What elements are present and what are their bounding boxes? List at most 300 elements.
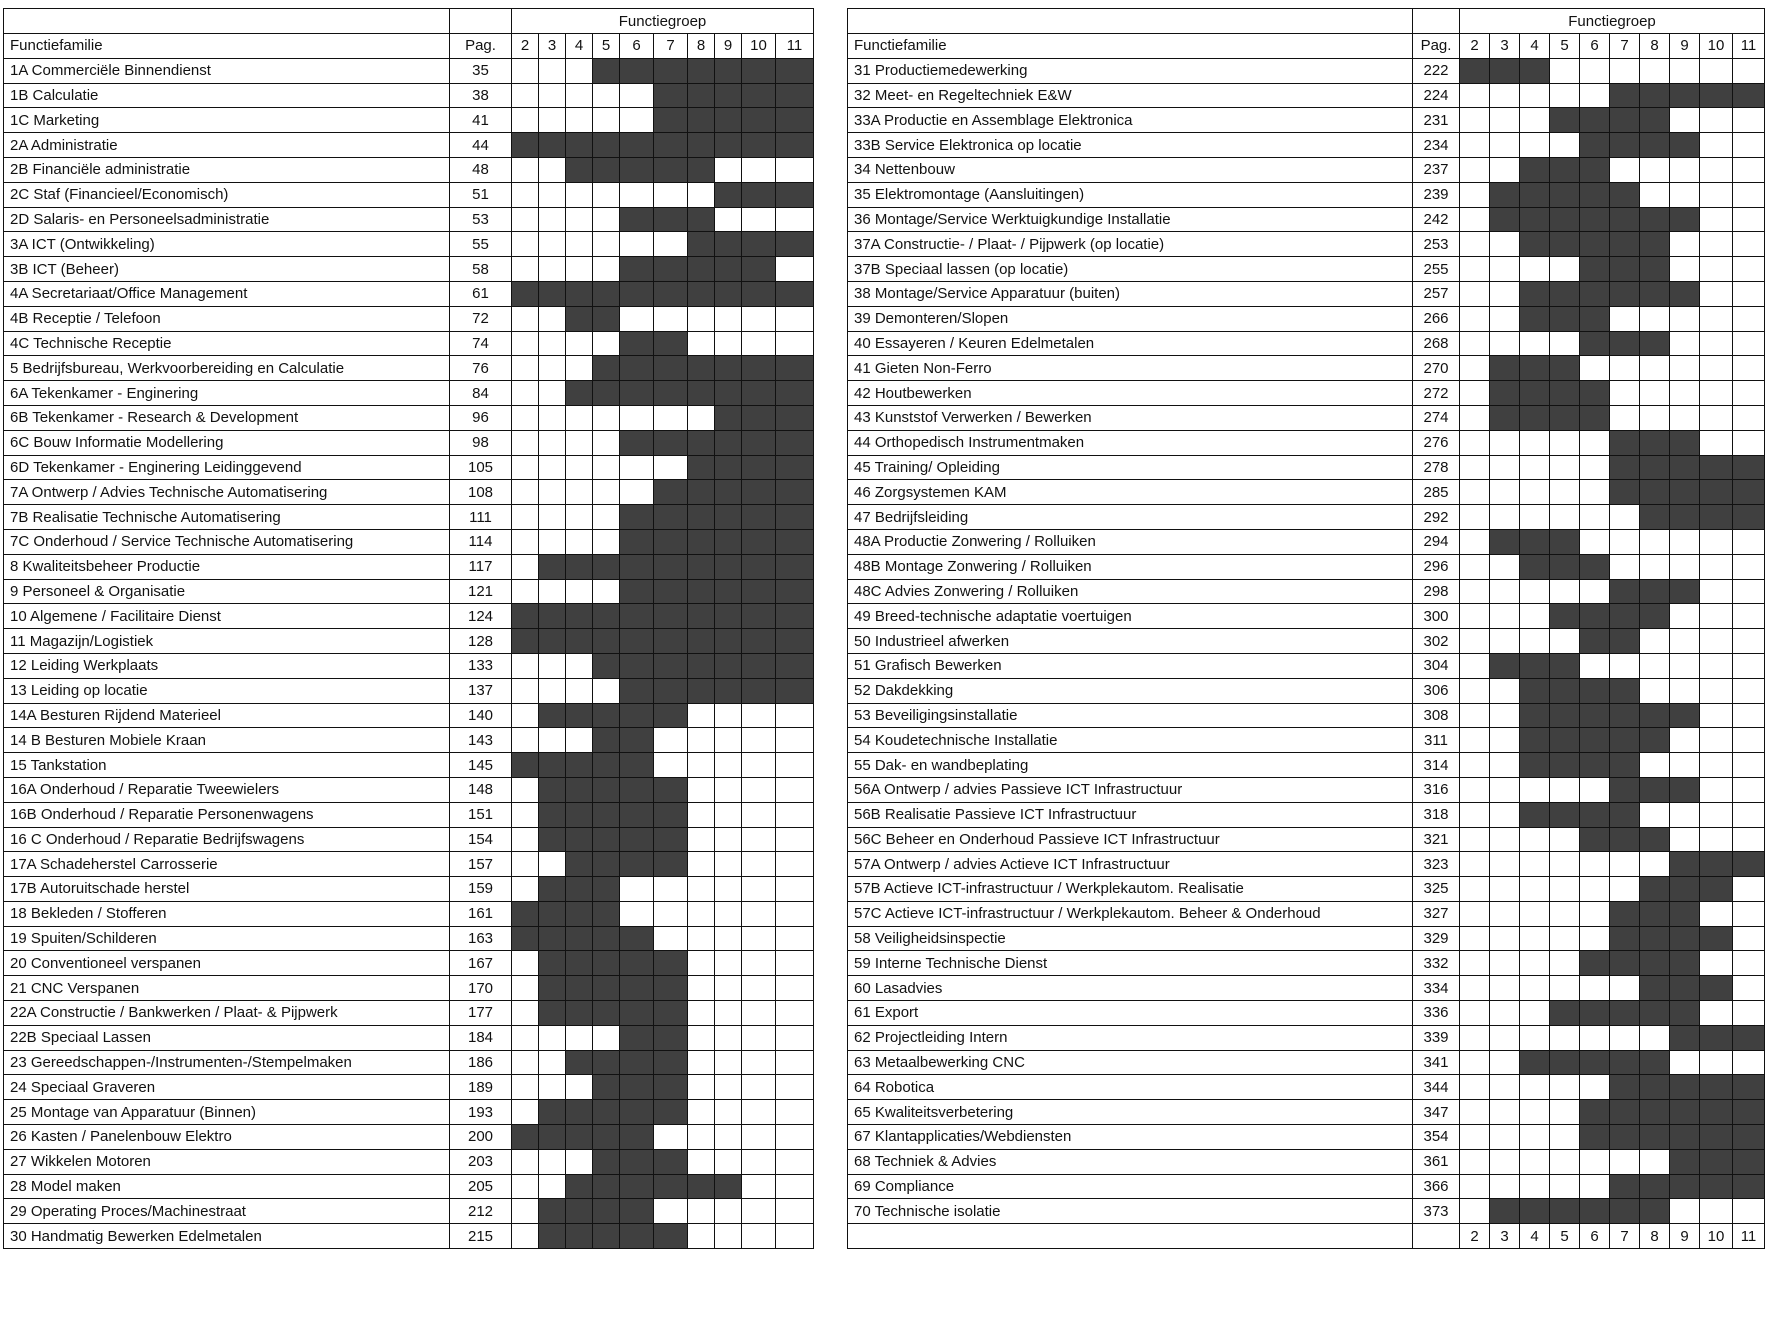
matrix-cell-empty: [1700, 281, 1733, 306]
page-number: 323: [1413, 852, 1460, 877]
page-number: 133: [450, 653, 512, 678]
matrix-cell-filled: [1580, 951, 1610, 976]
matrix-cell-filled: [776, 653, 814, 678]
matrix-cell-empty: [1460, 207, 1490, 232]
matrix-cell-empty: [1733, 901, 1765, 926]
matrix-cell-filled: [1640, 976, 1670, 1001]
matrix-cell-filled: [776, 356, 814, 381]
matrix-cell-empty: [1550, 133, 1580, 158]
matrix-cell-empty: [1460, 331, 1490, 356]
matrix-cell-filled: [566, 133, 593, 158]
function-family-name: 48B Montage Zonwering / Rolluiken: [848, 554, 1413, 579]
table-row: [4, 604, 814, 629]
matrix-cell-filled: [654, 653, 688, 678]
matrix-cell-filled: [654, 976, 688, 1001]
matrix-cell-empty: [688, 827, 715, 852]
matrix-cell-empty: [512, 877, 539, 902]
matrix-cell-empty: [1580, 1075, 1610, 1100]
matrix-cell-filled: [742, 505, 776, 530]
page-number: 38: [450, 83, 512, 108]
matrix-cell-filled: [620, 356, 654, 381]
matrix-cell-filled: [654, 529, 688, 554]
matrix-cell-empty: [654, 901, 688, 926]
matrix-cell-filled: [1700, 480, 1733, 505]
footer-blank-cell: [1413, 1224, 1460, 1249]
table-row: [848, 356, 1765, 381]
page-number: 274: [1413, 405, 1460, 430]
matrix-cell-empty: [1670, 356, 1700, 381]
matrix-cell-filled: [1733, 1100, 1765, 1125]
matrix-cell-empty: [1670, 381, 1700, 406]
matrix-cell-filled: [1610, 207, 1640, 232]
matrix-cell-empty: [512, 331, 539, 356]
matrix-cell-empty: [593, 505, 620, 530]
page-number: 121: [450, 579, 512, 604]
matrix-cell-filled: [654, 1224, 688, 1249]
table-row: [848, 777, 1765, 802]
matrix-cell-filled: [620, 257, 654, 282]
matrix-cell-empty: [1580, 901, 1610, 926]
matrix-cell-empty: [1460, 405, 1490, 430]
matrix-cell-filled: [593, 356, 620, 381]
matrix-cell-filled: [776, 604, 814, 629]
matrix-cell-empty: [776, 306, 814, 331]
matrix-cell-empty: [1640, 381, 1670, 406]
matrix-cell-empty: [1460, 604, 1490, 629]
table-row: [4, 480, 814, 505]
matrix-cell-empty: [776, 777, 814, 802]
matrix-cell-empty: [654, 1125, 688, 1150]
matrix-cell-filled: [1610, 430, 1640, 455]
matrix-cell-empty: [593, 207, 620, 232]
matrix-cell-empty: [620, 83, 654, 108]
matrix-cell-empty: [1733, 653, 1765, 678]
matrix-cell-empty: [539, 1174, 566, 1199]
function-family-name: 56C Beheer en Onderhoud Passieve ICT Infrastructuur: [848, 827, 1413, 852]
page-number: 212: [450, 1199, 512, 1224]
page-number: 35: [450, 58, 512, 83]
matrix-cell-empty: [512, 678, 539, 703]
matrix-cell-filled: [1640, 232, 1670, 257]
matrix-cell-filled: [776, 58, 814, 83]
function-family-name: 46 Zorgsystemen KAM: [848, 480, 1413, 505]
matrix-cell-empty: [1490, 1149, 1520, 1174]
matrix-cell-empty: [1520, 877, 1550, 902]
matrix-cell-filled: [620, 802, 654, 827]
matrix-cell-empty: [1640, 554, 1670, 579]
matrix-cell-filled: [593, 306, 620, 331]
matrix-cell-filled: [1640, 133, 1670, 158]
matrix-cell-filled: [1550, 728, 1580, 753]
table-row: [4, 703, 814, 728]
matrix-cell-filled: [1700, 1075, 1733, 1100]
matrix-cell-filled: [715, 232, 742, 257]
table-row: [4, 1050, 814, 1075]
matrix-cell-empty: [1490, 455, 1520, 480]
matrix-cell-filled: [1670, 1100, 1700, 1125]
page-number: 366: [1413, 1174, 1460, 1199]
matrix-cell-empty: [1490, 430, 1520, 455]
function-family-name: 54 Koudetechnische Installatie: [848, 728, 1413, 753]
matrix-cell-filled: [1520, 728, 1550, 753]
matrix-cell-filled: [620, 1050, 654, 1075]
matrix-cell-filled: [1520, 1050, 1550, 1075]
page-number: 200: [450, 1125, 512, 1150]
group-number-header: 6: [620, 34, 654, 59]
function-family-name: 44 Orthopedisch Instrumentmaken: [848, 430, 1413, 455]
page-number: 117: [450, 554, 512, 579]
function-family-name: 42 Houtbewerken: [848, 381, 1413, 406]
matrix-cell-filled: [688, 257, 715, 282]
matrix-cell-filled: [1670, 852, 1700, 877]
matrix-cell-filled: [566, 777, 593, 802]
function-family-name: 6D Tekenkamer - Enginering Leidinggevend: [4, 455, 450, 480]
matrix-cell-empty: [1550, 430, 1580, 455]
matrix-cell-empty: [1460, 678, 1490, 703]
matrix-cell-empty: [742, 926, 776, 951]
matrix-cell-empty: [512, 529, 539, 554]
page-number: 114: [450, 529, 512, 554]
function-family-name: 68 Techniek & Advies: [848, 1149, 1413, 1174]
matrix-cell-empty: [1700, 405, 1733, 430]
matrix-cell-filled: [715, 455, 742, 480]
matrix-cell-filled: [1640, 455, 1670, 480]
matrix-cell-empty: [1460, 579, 1490, 604]
matrix-cell-empty: [1490, 83, 1520, 108]
page-number: 61: [450, 281, 512, 306]
function-family-name: 14A Besturen Rijdend Materieel: [4, 703, 450, 728]
matrix-cell-empty: [566, 1149, 593, 1174]
matrix-cell-empty: [1733, 108, 1765, 133]
matrix-cell-filled: [1490, 1199, 1520, 1224]
matrix-cell-filled: [566, 802, 593, 827]
matrix-cell-empty: [1580, 777, 1610, 802]
matrix-cell-filled: [620, 157, 654, 182]
matrix-cell-filled: [776, 554, 814, 579]
matrix-cell-empty: [688, 405, 715, 430]
matrix-cell-empty: [1733, 604, 1765, 629]
table-row: [848, 901, 1765, 926]
matrix-cell-filled: [1580, 802, 1610, 827]
matrix-cell-filled: [620, 604, 654, 629]
page-number: 74: [450, 331, 512, 356]
table-row: [848, 951, 1765, 976]
matrix-cell-filled: [654, 1025, 688, 1050]
matrix-cell-filled: [1580, 232, 1610, 257]
matrix-cell-filled: [654, 430, 688, 455]
matrix-cell-empty: [742, 331, 776, 356]
function-family-name: 4C Technische Receptie: [4, 331, 450, 356]
matrix-cell-empty: [1733, 802, 1765, 827]
matrix-cell-empty: [688, 331, 715, 356]
group-number-footer: 2: [1460, 1224, 1490, 1249]
matrix-cell-filled: [620, 951, 654, 976]
matrix-cell-empty: [1733, 951, 1765, 976]
group-number-header: 7: [654, 34, 688, 59]
matrix-cell-empty: [742, 728, 776, 753]
matrix-cell-filled: [1733, 1075, 1765, 1100]
table-row: [848, 157, 1765, 182]
matrix-cell-filled: [742, 579, 776, 604]
matrix-cell-empty: [1550, 901, 1580, 926]
table-row: [848, 281, 1765, 306]
matrix-cell-empty: [620, 877, 654, 902]
matrix-cell-empty: [1670, 827, 1700, 852]
table-row: [848, 1001, 1765, 1026]
matrix-cell-filled: [688, 207, 715, 232]
matrix-cell-filled: [1580, 554, 1610, 579]
matrix-cell-empty: [742, 753, 776, 778]
pag-header: Pag.: [1413, 34, 1460, 59]
matrix-cell-filled: [1733, 1125, 1765, 1150]
matrix-cell-filled: [1640, 83, 1670, 108]
matrix-cell-empty: [1460, 430, 1490, 455]
matrix-cell-empty: [1640, 1025, 1670, 1050]
function-family-name: 37A Constructie- / Plaat- / Pijpwerk (op locatie): [848, 232, 1413, 257]
matrix-cell-empty: [688, 802, 715, 827]
matrix-cell-filled: [654, 480, 688, 505]
matrix-cell-empty: [539, 232, 566, 257]
matrix-cell-filled: [1550, 802, 1580, 827]
matrix-cell-filled: [593, 1075, 620, 1100]
matrix-cell-empty: [1610, 554, 1640, 579]
page-number: 215: [450, 1224, 512, 1249]
function-family-name: 51 Grafisch Bewerken: [848, 653, 1413, 678]
matrix-cell-filled: [1520, 529, 1550, 554]
matrix-cell-filled: [512, 901, 539, 926]
function-family-name: 64 Robotica: [848, 1075, 1413, 1100]
matrix-cell-empty: [1520, 604, 1550, 629]
function-family-name: 61 Export: [848, 1001, 1413, 1026]
matrix-cell-filled: [1490, 653, 1520, 678]
page-number: 177: [450, 1001, 512, 1026]
matrix-cell-filled: [1610, 827, 1640, 852]
matrix-cell-empty: [715, 753, 742, 778]
matrix-cell-empty: [776, 1224, 814, 1249]
matrix-cell-empty: [1550, 877, 1580, 902]
matrix-cell-empty: [566, 83, 593, 108]
matrix-cell-empty: [715, 901, 742, 926]
header-row-columns: [848, 34, 1765, 59]
function-family-name: 36 Montage/Service Werktuigkundige Installatie: [848, 207, 1413, 232]
matrix-cell-filled: [593, 604, 620, 629]
table-row: [848, 753, 1765, 778]
table-row: [4, 430, 814, 455]
page-number: 151: [450, 802, 512, 827]
matrix-cell-filled: [1733, 1149, 1765, 1174]
matrix-cell-empty: [539, 678, 566, 703]
matrix-cell-filled: [593, 1174, 620, 1199]
matrix-cell-filled: [654, 83, 688, 108]
table-row: [848, 405, 1765, 430]
matrix-cell-filled: [1640, 1075, 1670, 1100]
matrix-cell-empty: [715, 157, 742, 182]
matrix-cell-empty: [1580, 529, 1610, 554]
table-row: [848, 1174, 1765, 1199]
matrix-cell-empty: [1520, 331, 1550, 356]
matrix-cell-empty: [1733, 381, 1765, 406]
page-number: 222: [1413, 58, 1460, 83]
matrix-cell-empty: [566, 1075, 593, 1100]
matrix-cell-empty: [1580, 455, 1610, 480]
table-row: [848, 579, 1765, 604]
matrix-cell-filled: [654, 678, 688, 703]
matrix-cell-empty: [1520, 629, 1550, 654]
matrix-cell-filled: [512, 926, 539, 951]
matrix-cell-empty: [1640, 629, 1670, 654]
matrix-cell-empty: [776, 901, 814, 926]
matrix-cell-empty: [1490, 629, 1520, 654]
matrix-cell-empty: [742, 1224, 776, 1249]
page-number: 311: [1413, 728, 1460, 753]
matrix-cell-empty: [1460, 306, 1490, 331]
page-number: 137: [450, 678, 512, 703]
function-family-name: 22B Speciaal Lassen: [4, 1025, 450, 1050]
matrix-cell-empty: [1550, 1100, 1580, 1125]
matrix-cell-empty: [776, 951, 814, 976]
matrix-cell-empty: [1460, 777, 1490, 802]
matrix-cell-filled: [539, 604, 566, 629]
matrix-cell-filled: [688, 381, 715, 406]
matrix-cell-filled: [1520, 703, 1550, 728]
matrix-cell-empty: [688, 1224, 715, 1249]
matrix-cell-filled: [1733, 505, 1765, 530]
matrix-cell-empty: [1670, 728, 1700, 753]
matrix-cell-filled: [742, 83, 776, 108]
table-row: [848, 331, 1765, 356]
matrix-cell-empty: [1460, 529, 1490, 554]
matrix-cell-empty: [1670, 1050, 1700, 1075]
matrix-cell-filled: [1610, 1075, 1640, 1100]
matrix-cell-empty: [512, 852, 539, 877]
matrix-cell-empty: [1520, 480, 1550, 505]
matrix-cell-filled: [539, 629, 566, 654]
matrix-cell-empty: [566, 653, 593, 678]
matrix-cell-empty: [654, 753, 688, 778]
matrix-cell-empty: [1733, 926, 1765, 951]
matrix-cell-filled: [1550, 207, 1580, 232]
table-row: [848, 1100, 1765, 1125]
header-blank-cell: [1413, 9, 1460, 34]
matrix-cell-empty: [776, 257, 814, 282]
matrix-cell-empty: [1460, 83, 1490, 108]
matrix-cell-filled: [1670, 1025, 1700, 1050]
matrix-cell-filled: [1520, 753, 1550, 778]
matrix-cell-filled: [620, 331, 654, 356]
matrix-cell-filled: [1490, 58, 1520, 83]
matrix-cell-empty: [566, 678, 593, 703]
matrix-cell-filled: [1640, 281, 1670, 306]
matrix-cell-empty: [512, 381, 539, 406]
matrix-cell-empty: [593, 480, 620, 505]
matrix-cell-filled: [620, 753, 654, 778]
matrix-cell-filled: [593, 1100, 620, 1125]
matrix-cell-filled: [1640, 207, 1670, 232]
matrix-cell-empty: [1733, 629, 1765, 654]
matrix-cell-empty: [1550, 579, 1580, 604]
matrix-cell-empty: [654, 405, 688, 430]
matrix-cell-filled: [776, 281, 814, 306]
matrix-cell-empty: [539, 1050, 566, 1075]
page-number: 255: [1413, 257, 1460, 282]
matrix-cell-filled: [1640, 108, 1670, 133]
header-row-group: [848, 9, 1765, 34]
matrix-cell-empty: [620, 405, 654, 430]
matrix-cell-empty: [512, 1149, 539, 1174]
matrix-cell-empty: [1580, 579, 1610, 604]
matrix-cell-empty: [1640, 852, 1670, 877]
function-family-name: 17B Autoruitschade herstel: [4, 877, 450, 902]
matrix-cell-filled: [539, 1199, 566, 1224]
matrix-cell-filled: [1733, 455, 1765, 480]
matrix-cell-empty: [512, 554, 539, 579]
matrix-cell-filled: [1610, 777, 1640, 802]
matrix-cell-empty: [1550, 1075, 1580, 1100]
matrix-cell-filled: [566, 306, 593, 331]
matrix-cell-filled: [620, 653, 654, 678]
matrix-cell-empty: [776, 926, 814, 951]
matrix-cell-empty: [688, 753, 715, 778]
matrix-cell-empty: [593, 257, 620, 282]
matrix-cell-empty: [512, 728, 539, 753]
matrix-cell-empty: [1640, 753, 1670, 778]
page-number: 373: [1413, 1199, 1460, 1224]
matrix-cell-empty: [715, 703, 742, 728]
table-row: [4, 157, 814, 182]
matrix-cell-empty: [1490, 877, 1520, 902]
matrix-cell-empty: [1700, 232, 1733, 257]
matrix-cell-empty: [1520, 1174, 1550, 1199]
matrix-cell-empty: [512, 802, 539, 827]
matrix-cell-empty: [512, 777, 539, 802]
matrix-cell-empty: [512, 405, 539, 430]
function-family-name: 63 Metaalbewerking CNC: [848, 1050, 1413, 1075]
matrix-cell-empty: [1733, 728, 1765, 753]
function-family-name: 5 Bedrijfsbureau, Werkvoorbereiding en Calculatie: [4, 356, 450, 381]
matrix-cell-filled: [1580, 108, 1610, 133]
matrix-cell-filled: [715, 108, 742, 133]
matrix-cell-empty: [715, 1125, 742, 1150]
matrix-cell-filled: [742, 604, 776, 629]
matrix-cell-filled: [654, 827, 688, 852]
matrix-cell-filled: [1610, 579, 1640, 604]
group-number-footer: 8: [1640, 1224, 1670, 1249]
matrix-cell-filled: [1610, 1125, 1640, 1150]
matrix-cell-empty: [593, 430, 620, 455]
matrix-cell-filled: [1700, 976, 1733, 1001]
matrix-cell-empty: [512, 976, 539, 1001]
page-number: 159: [450, 877, 512, 902]
matrix-cell-empty: [539, 1025, 566, 1050]
matrix-cell-empty: [1520, 827, 1550, 852]
matrix-cell-filled: [742, 58, 776, 83]
table-row: [4, 331, 814, 356]
matrix-cell-filled: [742, 232, 776, 257]
function-family-name: 2C Staf (Financieel/Economisch): [4, 182, 450, 207]
matrix-cell-filled: [688, 356, 715, 381]
matrix-cell-filled: [1640, 505, 1670, 530]
matrix-cell-empty: [512, 951, 539, 976]
matrix-cell-empty: [1700, 381, 1733, 406]
matrix-cell-empty: [1490, 1125, 1520, 1150]
matrix-cell-empty: [1670, 802, 1700, 827]
matrix-cell-filled: [1550, 405, 1580, 430]
matrix-cell-empty: [715, 951, 742, 976]
matrix-cell-empty: [1460, 133, 1490, 158]
matrix-cell-filled: [654, 1050, 688, 1075]
matrix-cell-empty: [688, 1100, 715, 1125]
matrix-cell-filled: [593, 653, 620, 678]
